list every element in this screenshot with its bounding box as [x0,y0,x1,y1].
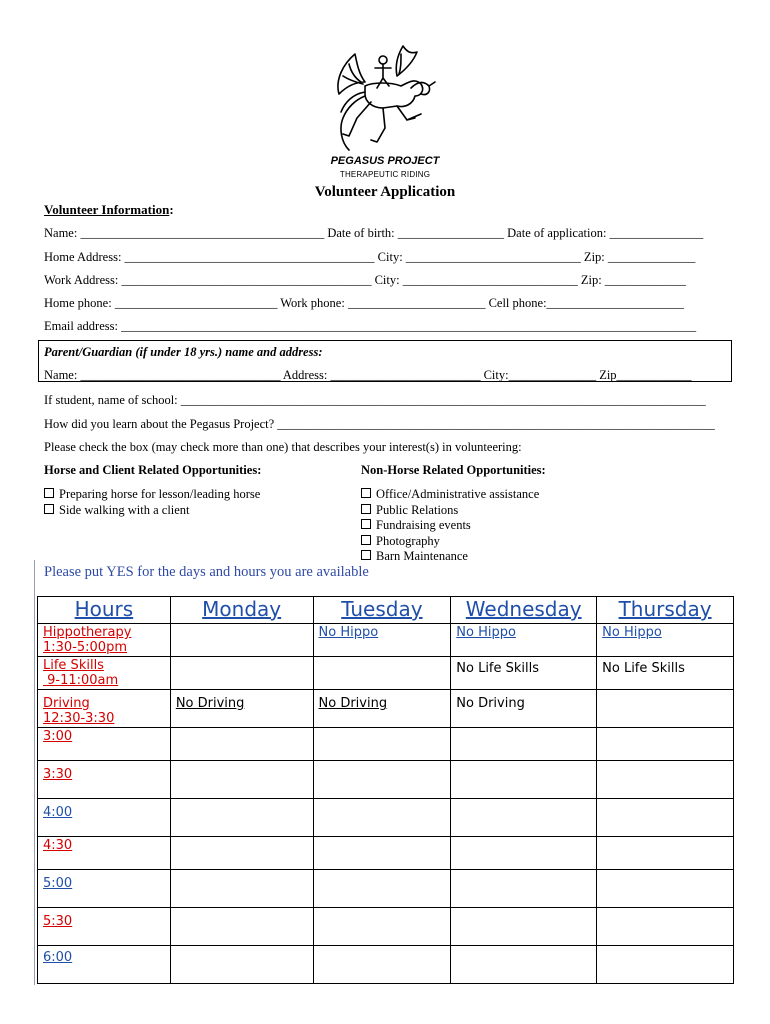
cell-wednesday[interactable] [451,908,597,946]
row-label-line: Life Skills [43,658,104,673]
cell-thursday[interactable] [597,690,734,728]
cell-monday[interactable] [170,946,313,984]
email-line[interactable]: Email address: ____________________________________________________________________________________________ [44,319,697,333]
availability-note: Please put YES for the days and hours you are available [44,564,369,580]
cell-monday[interactable] [170,761,313,799]
option-barn-maintenance[interactable] [361,549,468,564]
option-side-walking[interactable] [44,503,190,518]
cell-tuesday[interactable] [313,728,451,761]
row-label-line: Hippotherapy [43,625,132,640]
checkbox-icon[interactable] [361,550,371,560]
time-label [38,946,171,984]
cell-monday[interactable] [170,799,313,837]
phone-line[interactable]: Home phone: __________________________ Work phone: ______________________ Cell phone:______________________ [44,296,685,310]
cell-thursday[interactable] [597,908,734,946]
time-label [38,761,171,799]
cell-tuesday[interactable] [313,870,451,908]
nonhorse-opportunities-heading: Non-Horse Related Opportunities: [361,463,546,477]
time-label-text: 5:30 [43,914,73,929]
cell-wednesday[interactable] [451,837,597,870]
volunteer-info-heading-colon: : [169,202,174,217]
name-dob-line[interactable]: Name: _______________________________________ Date of birth: _________________ Date of application: _______________ [44,226,704,240]
cell-wednesday[interactable] [451,946,597,984]
check-instructions: Please check the box (may check more than one) that describes your interest(s) in volunteering: [44,440,522,454]
checkbox-icon[interactable] [361,504,371,514]
cell-thursday[interactable] [597,837,734,870]
time-label-text: 3:30 [43,767,73,782]
table-row [38,908,734,946]
cell-wednesday[interactable] [451,728,597,761]
guardian-name-line[interactable]: Name: ________________________________ Address: ________________________ City:______________ Zip____________ [44,368,692,382]
row-label-time: 9-11:00am [43,673,119,688]
time-label-text: 4:00 [43,805,73,820]
guardian-heading: Parent/Guardian (if under 18 yrs.) name and address: [44,345,323,359]
table-row [38,728,734,761]
brand-subtitle: THERAPEUTIC RIDING [339,170,431,179]
row-label-time: 1:30-5:00pm [43,640,127,655]
header-thursday: Thursday [597,597,734,624]
option-preparing-horse[interactable] [44,487,260,502]
time-label-text: 5:00 [43,876,73,891]
cell-monday[interactable] [170,728,313,761]
cell-monday[interactable] [170,657,313,690]
header-wednesday: Wednesday [451,597,597,624]
table-row [38,946,734,984]
table-row [38,657,734,690]
cell-wednesday[interactable]: No Driving [451,690,597,728]
cell-thursday[interactable] [597,799,734,837]
cell-monday[interactable] [170,908,313,946]
row-label-life-skills [38,657,171,690]
option-label: Photography [376,534,440,548]
checkbox-icon[interactable] [361,488,371,498]
volunteer-info-heading-text: Volunteer Information [44,202,170,217]
time-label [38,728,171,761]
cell-tuesday[interactable]: No Driving [313,690,451,728]
margin-rule [34,560,35,985]
option-public-relations[interactable] [361,503,458,518]
cell-thursday[interactable] [597,870,734,908]
checkbox-icon[interactable] [361,519,371,529]
cell-wednesday[interactable] [451,870,597,908]
school-line[interactable]: If student, name of school: ____________________________________________________________________________________ [44,393,706,407]
option-label: Side walking with a client [59,503,190,517]
work-address-line[interactable]: Work Address: ________________________________________ City: ____________________________ Zip: _____________ [44,273,687,287]
cell-tuesday[interactable] [313,946,451,984]
header-tuesday: Tuesday [313,597,451,624]
cell-tuesday[interactable] [313,837,451,870]
option-label: Fundraising events [376,518,471,532]
row-label-line: Driving [43,696,90,711]
table-row [38,690,734,728]
cell-tuesday[interactable] [313,799,451,837]
cell-monday[interactable] [170,870,313,908]
option-label: Public Relations [376,503,459,517]
cell-tuesday[interactable] [313,908,451,946]
pegasus-logo [325,42,445,172]
cell-monday[interactable]: No Driving [170,690,313,728]
availability-table [37,596,734,984]
table-row [38,761,734,799]
header-monday: Monday [170,597,313,624]
learn-about-line[interactable]: How did you learn about the Pegasus Project? ______________________________________________________________________ [44,417,715,431]
checkbox-icon[interactable] [361,535,371,545]
cell-thursday[interactable] [597,728,734,761]
brand-name: PEGASUS PROJECT [330,155,440,167]
time-label [38,799,171,837]
table-row [38,870,734,908]
time-label-text: 6:00 [43,950,73,965]
checkbox-icon[interactable] [44,504,54,514]
cell-thursday[interactable] [597,946,734,984]
cell-tuesday[interactable] [313,657,451,690]
table-row [38,624,734,657]
cell-monday[interactable] [170,624,313,657]
cell-thursday[interactable]: No Hippo [597,624,734,657]
horse-opportunities-heading: Horse and Client Related Opportunities: [44,463,262,477]
checkbox-icon[interactable] [44,488,54,498]
option-office[interactable] [361,487,539,502]
time-label-text: 4:30 [43,838,73,853]
volunteer-info-heading [44,202,174,218]
cell-wednesday[interactable]: No Hippo [451,624,597,657]
row-label-hippotherapy [38,624,171,657]
cell-wednesday[interactable]: No Life Skills [451,657,597,690]
home-address-line[interactable]: Home Address: ________________________________________ City: ____________________________ Zip: ______________ [44,250,696,264]
page-title: Volunteer Application [314,184,456,200]
table-row [38,799,734,837]
option-label: Barn Maintenance [376,549,468,563]
option-fundraising[interactable] [361,518,471,533]
table-header-row [38,597,734,624]
time-label [38,870,171,908]
option-photography[interactable] [361,534,440,549]
table-row [38,837,734,870]
cell-thursday[interactable] [597,761,734,799]
time-label [38,837,171,870]
option-label: Office/Administrative assistance [376,487,540,501]
time-label-text: 3:00 [43,729,73,744]
cell-tuesday[interactable]: No Hippo [313,624,451,657]
header-hours: Hours [38,597,171,624]
time-label [38,908,171,946]
row-label-time: 12:30-3:30 [43,711,115,726]
cell-monday[interactable] [170,837,313,870]
option-label: Preparing horse for lesson/leading horse [59,487,261,501]
row-label-driving [38,690,171,728]
cell-wednesday[interactable] [451,799,597,837]
cell-wednesday[interactable] [451,761,597,799]
cell-tuesday[interactable] [313,761,451,799]
cell-thursday[interactable]: No Life Skills [597,657,734,690]
